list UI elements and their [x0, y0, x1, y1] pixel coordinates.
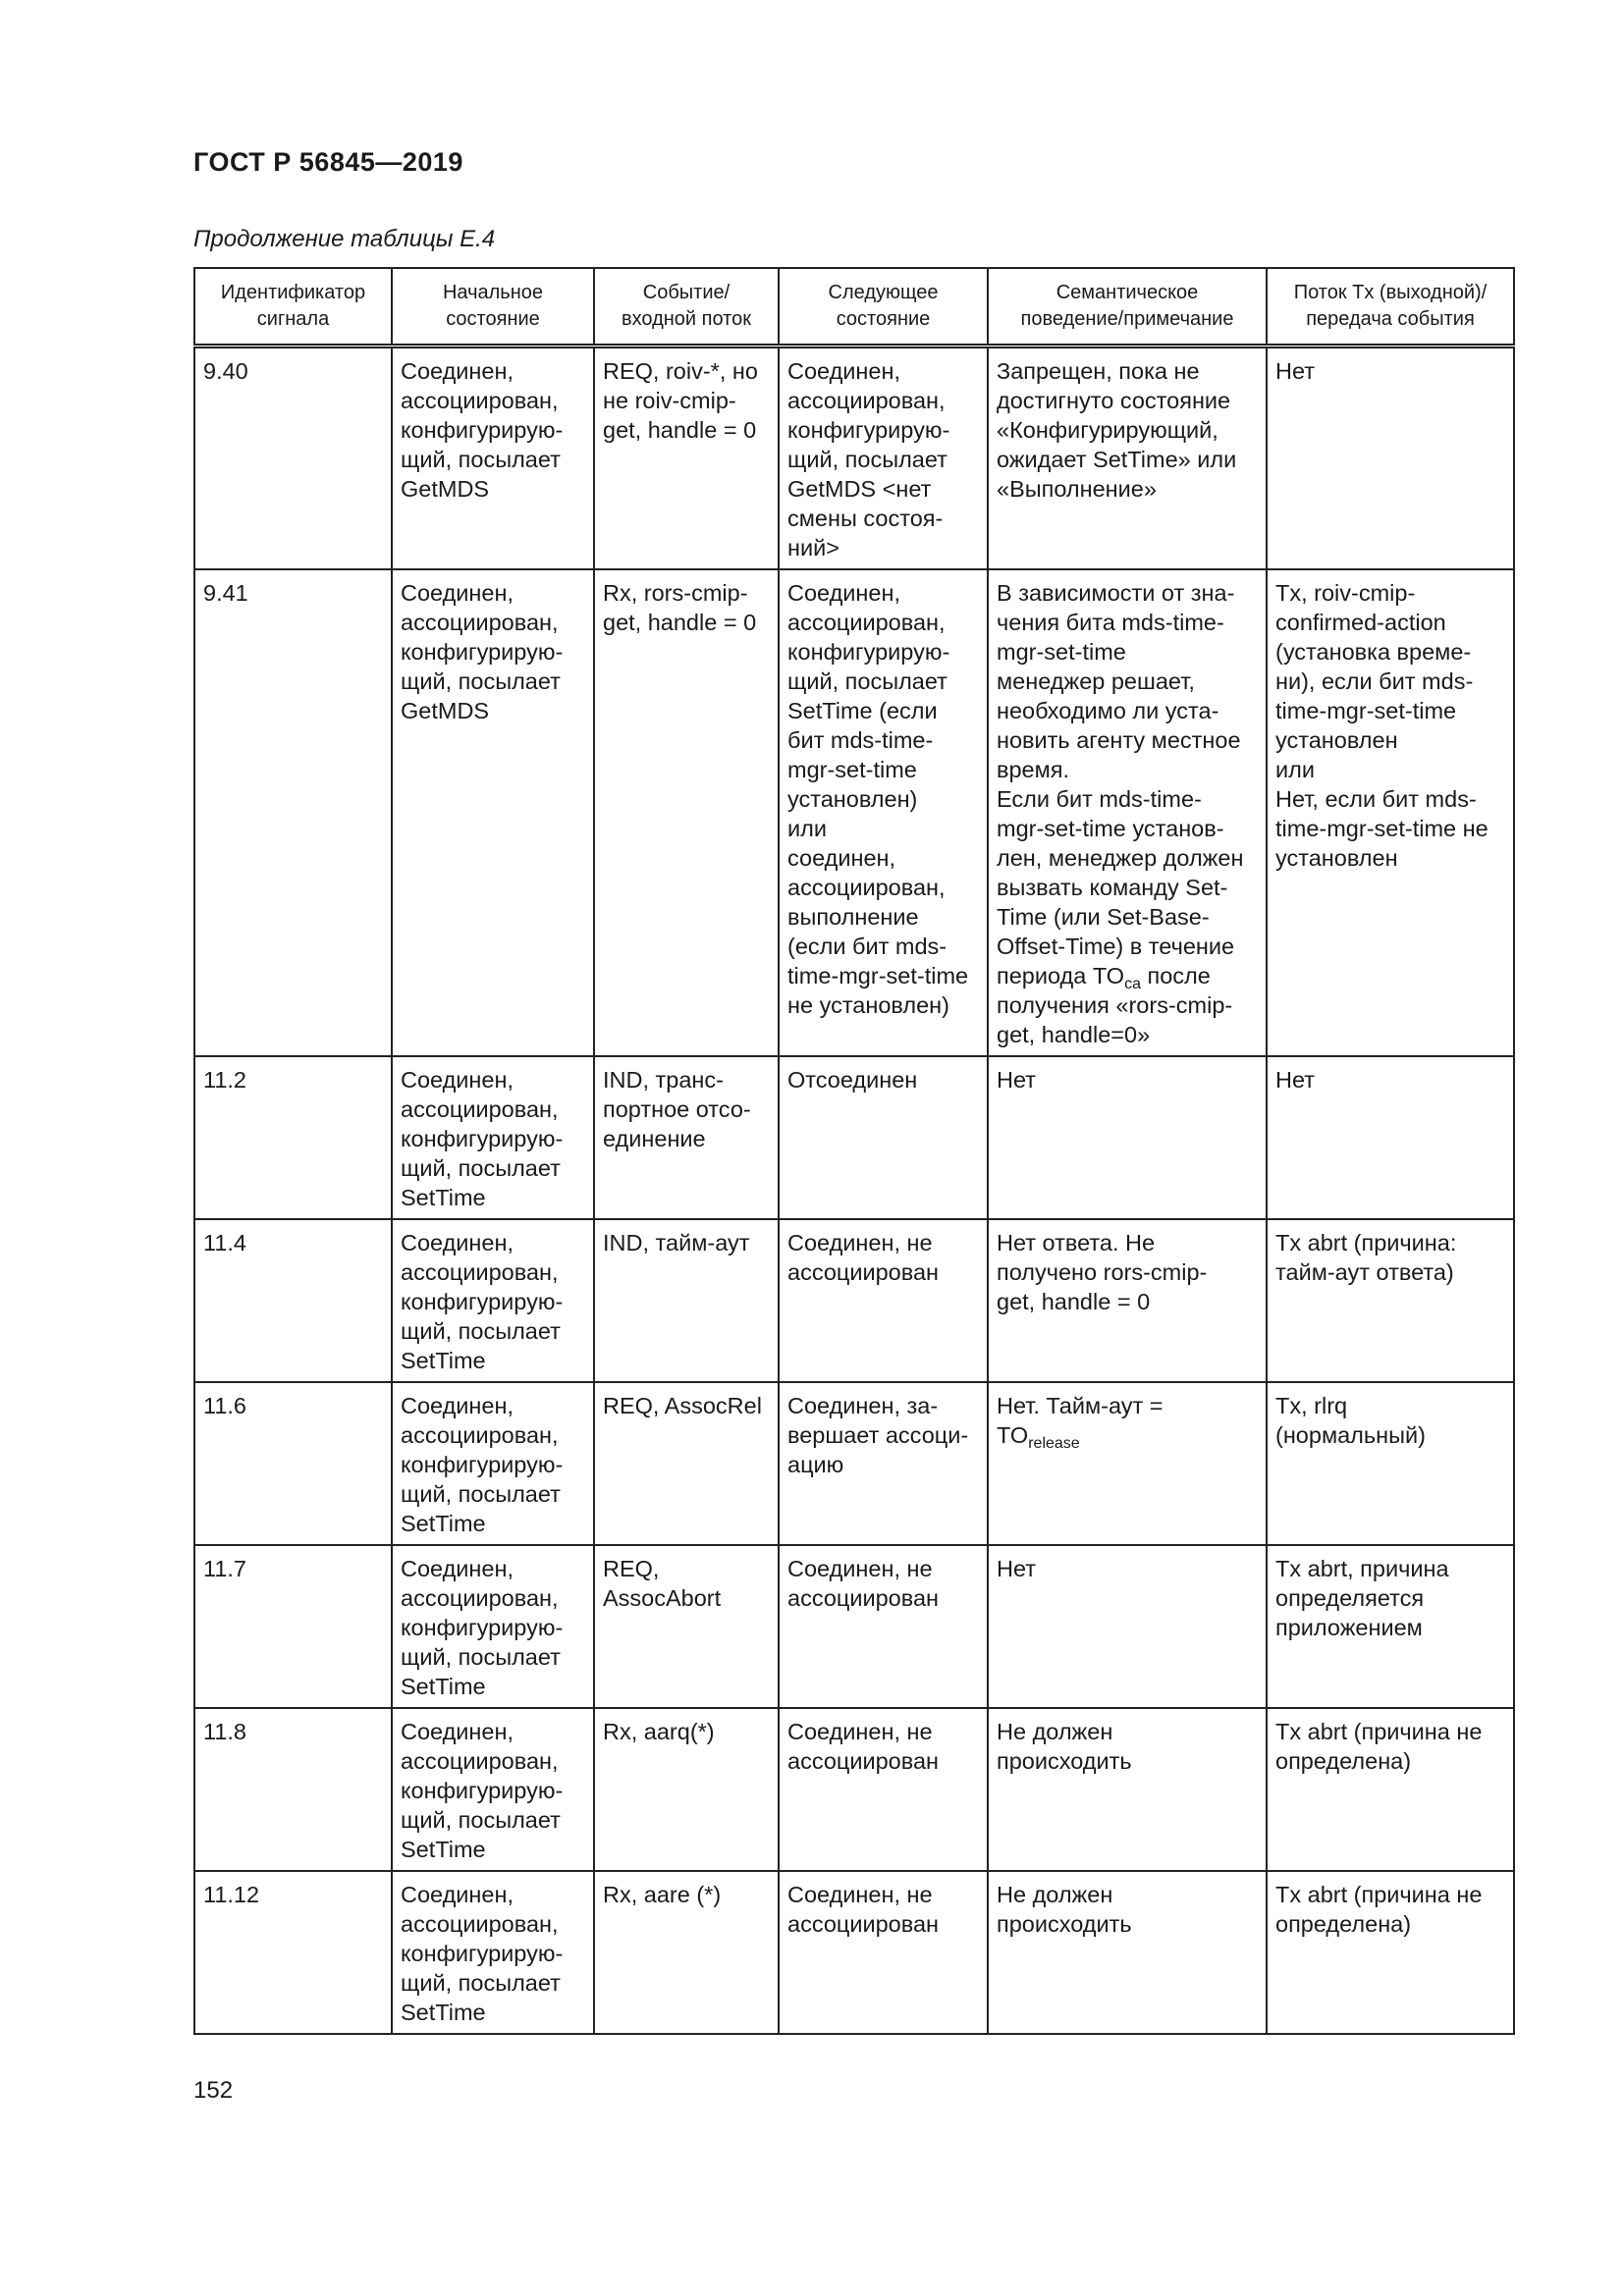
cell-semantic-behavior-line: Нет: [997, 1556, 1037, 1581]
cell-signal-id: [194, 1871, 392, 2034]
column-header-line: сигнала: [256, 308, 330, 330]
cell-event-input-line: IND, транс-: [603, 1067, 724, 1093]
cell-event-input: [594, 1871, 779, 2034]
cell-next-state-line: или: [787, 816, 827, 841]
cell-event-input: [594, 1056, 779, 1219]
cell-initial-state-line: Соединен,: [401, 580, 514, 606]
cell-tx-output-line: Tx abrt (причина не: [1275, 1882, 1483, 1907]
cell-semantic-behavior-line: Time (или Set-Base-: [997, 904, 1210, 930]
cell-signal-id-line: 11.8: [203, 1719, 246, 1744]
cell-event-input-line: Rx, aarq(*): [603, 1719, 715, 1744]
cell-next-state: [779, 1545, 988, 1708]
cell-tx-output-line: Tx, roiv-cmip-: [1275, 580, 1416, 606]
cell-tx-output-line: time-mgr-set-time: [1275, 698, 1457, 723]
cell-event-input-line: get, handle = 0: [603, 417, 757, 443]
cell-initial-state-line: Соединен,: [401, 1230, 514, 1255]
cell-semantic-behavior-line: время.: [997, 757, 1070, 782]
cell-next-state-line: Соединен, не: [787, 1556, 933, 1581]
cell-next-state-line: вершает ассоци-: [787, 1422, 969, 1448]
cell-tx-output-line: или: [1275, 757, 1315, 782]
cell-initial-state-line: SetTime: [401, 1837, 486, 1862]
table-row: [194, 1382, 1514, 1545]
cell-tx-output-line: определяется: [1275, 1585, 1425, 1611]
cell-event-input-line: Rx, rors-cmip-: [603, 580, 748, 606]
cell-semantic-behavior-line: Нет ответа. Не: [997, 1230, 1156, 1255]
cell-tx-output: [1267, 1219, 1514, 1382]
cell-tx-output-line: time-mgr-set-time не: [1275, 816, 1489, 841]
cell-next-state-line: Соединен,: [787, 358, 900, 384]
cell-semantic-behavior-line: В зависимости от зна-: [997, 580, 1235, 606]
cell-initial-state-line: конфигурирую-: [401, 1452, 564, 1477]
cell-next-state-line: установлен): [787, 786, 918, 812]
cell-signal-id-line: 11.2: [203, 1067, 246, 1093]
cell-initial-state-line: ассоциирован,: [401, 1748, 559, 1774]
cell-semantic-behavior-line: Нет. Тайм-аут =: [997, 1393, 1164, 1418]
column-header-line: Идентификатор: [220, 282, 366, 303]
cell-initial-state-line: щий, посылает: [401, 1318, 561, 1344]
column-header-line: Следующее: [828, 282, 939, 303]
cell-initial-state-line: конфигурирую-: [401, 1778, 564, 1803]
column-header-line: состояние: [836, 308, 931, 330]
cell-semantic-behavior-line: $TO_{release}$: [997, 1422, 1080, 1452]
cell-next-state-line: не установлен): [787, 992, 949, 1018]
header-row: [194, 268, 1514, 347]
cell-next-state-line: Отсоединен: [787, 1067, 918, 1093]
table-header: [194, 268, 1514, 347]
cell-next-state-line: смены состоя-: [787, 506, 944, 531]
cell-semantic-behavior-line: «Конфигурирующий,: [997, 417, 1218, 443]
cell-initial-state-line: щий, посылает: [401, 1155, 561, 1181]
cell-initial-state-line: конфигурирую-: [401, 1615, 564, 1640]
cell-next-state-line: ассоциирован: [787, 1259, 940, 1285]
cell-semantic-behavior-line: получения «rors-cmip-: [997, 992, 1233, 1018]
cell-next-state-line: ацию: [787, 1452, 844, 1477]
cell-initial-state-line: ассоциирован,: [401, 1911, 559, 1937]
table-caption: Продолжение таблицы Е.4: [193, 226, 496, 252]
cell-event-input-line: Rx, aare (*): [603, 1882, 722, 1907]
cell-initial-state-line: Соединен,: [401, 1882, 514, 1907]
cell-next-state-line: ний>: [787, 535, 839, 561]
column-header-initial-state: [392, 268, 594, 347]
cell-signal-id: [194, 1382, 392, 1545]
cell-semantic-behavior-line: вызвать команду Set-: [997, 875, 1228, 900]
cell-next-state-line: SetTime (если: [787, 698, 938, 723]
cell-initial-state-line: щий, посылает: [401, 1481, 561, 1507]
cell-initial-state-line: щий, посылает: [401, 1807, 561, 1833]
cell-initial-state: [392, 1382, 594, 1545]
cell-next-state: [779, 1382, 988, 1545]
cell-signal-id: [194, 347, 392, 570]
cell-semantic-behavior: [988, 1382, 1267, 1545]
cell-next-state-line: Соединен, за-: [787, 1393, 939, 1418]
cell-next-state-line: mgr-set-time: [787, 757, 917, 782]
cell-tx-output-line: Tx abrt, причина: [1275, 1556, 1449, 1581]
cell-event-input-line: REQ,: [603, 1556, 660, 1581]
cell-next-state: [779, 1871, 988, 2034]
column-header-line: входной поток: [622, 308, 751, 330]
cell-initial-state-line: ассоциирован,: [401, 1096, 559, 1122]
cell-next-state-line: щий, посылает: [787, 447, 947, 472]
cell-next-state: [779, 1708, 988, 1871]
cell-event-input: [594, 1382, 779, 1545]
table-row: [194, 1871, 1514, 2034]
cell-initial-state: [392, 1871, 594, 2034]
cell-event-input: [594, 569, 779, 1056]
cell-semantic-behavior: [988, 569, 1267, 1056]
cell-tx-output-line: определена): [1275, 1911, 1412, 1937]
cell-semantic-behavior-line: Не должен: [997, 1882, 1113, 1907]
cell-event-input-line: AssocAbort: [603, 1585, 722, 1611]
column-header-line: Начальное: [442, 282, 544, 303]
cell-event-input-line: портное отсо-: [603, 1096, 751, 1122]
cell-semantic-behavior-line: mgr-set-time установ-: [997, 816, 1224, 841]
cell-tx-output-line: Нет: [1275, 358, 1316, 384]
cell-tx-output-line: confirmed-action: [1275, 610, 1446, 635]
cell-signal-id: [194, 1708, 392, 1871]
cell-next-state-line: Соединен, не: [787, 1882, 933, 1907]
cell-initial-state-line: ассоциирован,: [401, 610, 559, 635]
column-header-line: состояние: [446, 308, 540, 330]
cell-initial-state-line: Соединен,: [401, 1719, 514, 1744]
column-header-line: поведение/примечание: [1020, 308, 1234, 330]
cell-next-state-line: щий, посылает: [787, 668, 947, 694]
cell-semantic-behavior-line: получено rors-cmip-: [997, 1259, 1208, 1285]
cell-next-state-line: бит mds-time-: [787, 727, 934, 753]
cell-initial-state-line: ассоциирован,: [401, 388, 559, 413]
column-header-line: Семантическое: [1056, 282, 1199, 303]
cell-signal-id-line: 11.12: [203, 1882, 260, 1907]
cell-semantic-behavior-line: достигнуто состояние: [997, 388, 1231, 413]
cell-semantic-behavior-line: новить агенту местное: [997, 727, 1241, 753]
column-header-signal-id: [194, 268, 392, 347]
cell-initial-state-line: ассоциирован,: [401, 1259, 559, 1285]
cell-event-input-line: единение: [603, 1126, 706, 1151]
cell-tx-output: [1267, 347, 1514, 570]
cell-semantic-behavior-line: ожидает SetTime» или: [997, 447, 1237, 472]
cell-semantic-behavior-line: лен, менеджер должен: [997, 845, 1244, 871]
cell-tx-output-line: установлен: [1275, 727, 1398, 753]
cell-signal-id-line: 11.7: [203, 1556, 246, 1581]
cell-semantic-behavior-line: происходить: [997, 1911, 1132, 1937]
cell-semantic-behavior-line: чения бита mds-time-: [997, 610, 1224, 635]
cell-tx-output: [1267, 1382, 1514, 1545]
cell-tx-output: [1267, 1871, 1514, 2034]
cell-next-state-line: ассоциирован,: [787, 388, 946, 413]
cell-initial-state: [392, 1545, 594, 1708]
cell-next-state: [779, 1219, 988, 1382]
cell-next-state: [779, 569, 988, 1056]
cell-signal-id-line: 9.40: [203, 358, 248, 384]
cell-semantic-behavior: [988, 1219, 1267, 1382]
cell-semantic-behavior-line: менеджер решает,: [997, 668, 1195, 694]
column-header-line: Поток Tx (выходной)/: [1293, 282, 1488, 303]
table-row: [194, 1219, 1514, 1382]
cell-event-input: [594, 347, 779, 570]
cell-tx-output-line: Tx, rlrq: [1275, 1393, 1348, 1418]
cell-next-state-line: конфигурирую-: [787, 417, 950, 443]
cell-event-input-line: не roiv-cmip-: [603, 388, 736, 413]
cell-initial-state: [392, 1219, 594, 1382]
cell-semantic-behavior-line: Не должен: [997, 1719, 1113, 1744]
cell-signal-id: [194, 1056, 392, 1219]
cell-next-state-line: соединен,: [787, 845, 896, 871]
cell-event-input: [594, 1219, 779, 1382]
cell-next-state-line: ассоциирован: [787, 1911, 940, 1937]
cell-initial-state-line: щий, посылает: [401, 668, 561, 694]
cell-semantic-behavior-line: необходимо ли уста-: [997, 698, 1219, 723]
cell-next-state-line: выполнение: [787, 904, 919, 930]
cell-initial-state-line: щий, посылает: [401, 1644, 561, 1670]
state-table: [193, 267, 1515, 2035]
cell-event-input: [594, 1545, 779, 1708]
cell-next-state-line: ассоциирован: [787, 1585, 940, 1611]
table-row: [194, 347, 1514, 570]
cell-signal-id-line: 11.6: [203, 1393, 246, 1418]
cell-initial-state-line: SetTime: [401, 1185, 486, 1210]
cell-event-input-line: get, handle = 0: [603, 610, 757, 635]
cell-tx-output: [1267, 569, 1514, 1056]
cell-semantic-behavior: [988, 347, 1267, 570]
cell-signal-id: [194, 1219, 392, 1382]
column-header-line: передача события: [1306, 308, 1475, 330]
table-row: [194, 1545, 1514, 1708]
cell-tx-output-line: (нормальный): [1275, 1422, 1426, 1448]
cell-semantic-behavior-line: периода $TO_{ca}$ после: [997, 963, 1211, 992]
cell-signal-id-line: 11.4: [203, 1230, 246, 1255]
cell-initial-state-line: Соединен,: [401, 358, 514, 384]
cell-initial-state-line: Соединен,: [401, 1393, 514, 1418]
table-row: [194, 1708, 1514, 1871]
cell-event-input-line: IND, тайм-аут: [603, 1230, 750, 1255]
cell-initial-state-line: конфигурирую-: [401, 1941, 564, 1966]
cell-initial-state-line: ассоциирован,: [401, 1585, 559, 1611]
cell-next-state-line: GetMDS <нет: [787, 476, 932, 502]
cell-initial-state-line: щий, посылает: [401, 1970, 561, 1996]
cell-initial-state-line: конфигурирую-: [401, 639, 564, 665]
cell-semantic-behavior-line: Запрещен, пока не: [997, 358, 1200, 384]
cell-semantic-behavior: [988, 1056, 1267, 1219]
cell-next-state: [779, 1056, 988, 1219]
cell-initial-state: [392, 1056, 594, 1219]
table-row: [194, 569, 1514, 1056]
cell-tx-output-line: приложением: [1275, 1615, 1423, 1640]
cell-tx-output-line: определена): [1275, 1748, 1412, 1774]
cell-tx-output: [1267, 1056, 1514, 1219]
cell-initial-state: [392, 347, 594, 570]
cell-semantic-behavior-line: Если бит mds-time-: [997, 786, 1202, 812]
cell-semantic-behavior: [988, 1545, 1267, 1708]
cell-semantic-behavior-line: get, handle=0»: [997, 1022, 1151, 1047]
cell-initial-state-line: Соединен,: [401, 1556, 514, 1581]
cell-event-input: [594, 1708, 779, 1871]
cell-next-state-line: ассоциирован,: [787, 610, 946, 635]
cell-initial-state-line: конфигурирую-: [401, 1289, 564, 1314]
cell-next-state-line: ассоциирован: [787, 1748, 940, 1774]
column-header-semantic-behavior: [988, 268, 1267, 347]
document-code: ГОСТ Р 56845—2019: [193, 147, 463, 177]
cell-initial-state-line: SetTime: [401, 1674, 486, 1699]
cell-semantic-behavior-line: происходить: [997, 1748, 1132, 1774]
cell-event-input-line: REQ, AssocRel: [603, 1393, 762, 1418]
cell-signal-id: [194, 569, 392, 1056]
table-row: [194, 1056, 1514, 1219]
cell-initial-state: [392, 569, 594, 1056]
table-body: [194, 347, 1514, 2035]
cell-next-state: [779, 347, 988, 570]
cell-tx-output: [1267, 1545, 1514, 1708]
cell-next-state-line: (если бит mds-: [787, 934, 947, 959]
column-header-next-state: [779, 268, 988, 347]
cell-tx-output-line: Нет: [1275, 1067, 1316, 1093]
cell-tx-output-line: Tx abrt (причина:: [1275, 1230, 1457, 1255]
cell-initial-state-line: конфигурирую-: [401, 417, 564, 443]
page-number: 152: [193, 2077, 234, 2104]
column-header-line: Событие/: [642, 282, 731, 303]
cell-initial-state-line: Соединен,: [401, 1067, 514, 1093]
cell-tx-output-line: установлен: [1275, 845, 1398, 871]
cell-tx-output-line: (установка време-: [1275, 639, 1472, 665]
cell-initial-state-line: щий, посылает: [401, 447, 561, 472]
cell-initial-state-line: ассоциирован,: [401, 1422, 559, 1448]
cell-event-input-line: REQ, roiv-*, но: [603, 358, 758, 384]
cell-semantic-behavior-line: get, handle = 0: [997, 1289, 1151, 1314]
cell-next-state-line: конфигурирую-: [787, 639, 950, 665]
cell-semantic-behavior-line: Offset-Time) в течение: [997, 934, 1235, 959]
cell-semantic-behavior: [988, 1708, 1267, 1871]
cell-next-state-line: Соединен, не: [787, 1719, 933, 1744]
cell-initial-state-line: SetTime: [401, 1348, 486, 1373]
cell-tx-output-line: тайм-аут ответа): [1275, 1259, 1454, 1285]
cell-tx-output: [1267, 1708, 1514, 1871]
cell-initial-state-line: SetTime: [401, 2000, 486, 2025]
column-header-event-input: [594, 268, 779, 347]
cell-initial-state-line: GetMDS: [401, 698, 490, 723]
cell-signal-id: [194, 1545, 392, 1708]
cell-next-state-line: Соединен, не: [787, 1230, 933, 1255]
cell-tx-output-line: ни), если бит mds-: [1275, 668, 1474, 694]
cell-semantic-behavior-line: «Выполнение»: [997, 476, 1157, 502]
column-header-tx-output: [1267, 268, 1514, 347]
cell-initial-state: [392, 1708, 594, 1871]
cell-semantic-behavior-line: mgr-set-time: [997, 639, 1126, 665]
cell-signal-id-line: 9.41: [203, 580, 248, 606]
cell-tx-output-line: Нет, если бит mds-: [1275, 786, 1477, 812]
cell-initial-state-line: конфигурирую-: [401, 1126, 564, 1151]
cell-initial-state-line: SetTime: [401, 1511, 486, 1536]
cell-tx-output-line: Tx abrt (причина не: [1275, 1719, 1483, 1744]
cell-next-state-line: ассоциирован,: [787, 875, 946, 900]
cell-next-state-line: Соединен,: [787, 580, 900, 606]
cell-semantic-behavior: [988, 1871, 1267, 2034]
cell-next-state-line: time-mgr-set-time: [787, 963, 969, 988]
cell-initial-state-line: GetMDS: [401, 476, 490, 502]
cell-semantic-behavior-line: Нет: [997, 1067, 1037, 1093]
